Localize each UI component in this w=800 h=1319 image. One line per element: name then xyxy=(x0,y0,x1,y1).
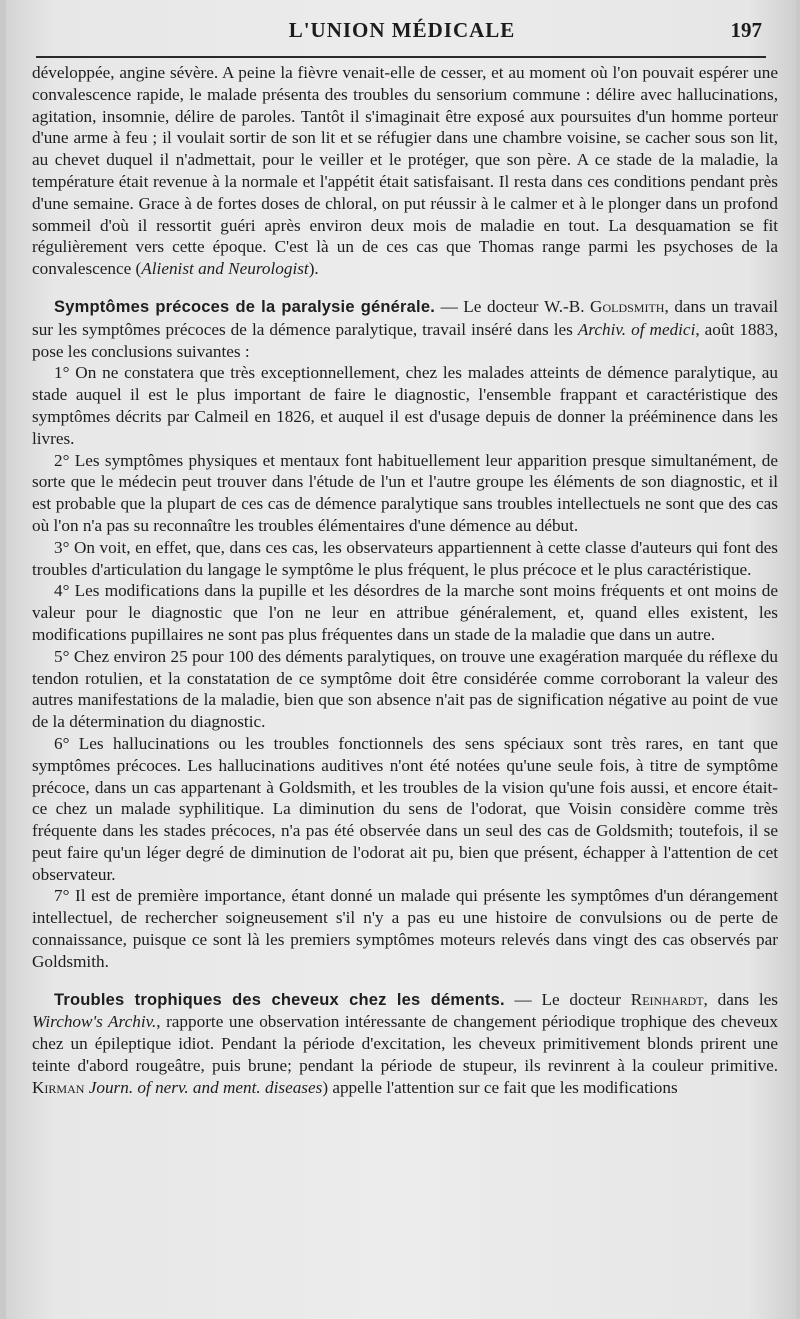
intro-text-a: , dans un travail sur les symptômes précoces de la démence paralytique, travail inséré dans les xyxy=(32,296,779,339)
section-dash: — Le docteur xyxy=(435,296,545,316)
body-text xyxy=(32,62,778,1099)
conclusion-7: 7° Il est de première importance, étant donné un malade qui présente les symptômes d'un dérangement intellectuel, de rechercher soigneusement s'il n'y a pas eu une histoire de convulsions ou de perte de connaissance, puisque ce sont là les premiers symptômes moteurs relevés dans vingt des cas observés par Goldsmith. xyxy=(32,886,778,971)
conclusion-4: 4° Les modifications dans la pupille et les désordres de la marche sont moins fréquents et ont moins de valeur pour le diagnostic que l'on ne leur en attribue généralement, et, quand elles existent, les modifications pupillaires ne sont pas plus fréquentes dans un stade de la maladie que dans un autre. xyxy=(32,581,778,644)
page-number: 197 xyxy=(730,18,762,42)
paragraph-case-report xyxy=(32,62,778,280)
case-report-end: ). xyxy=(308,259,319,279)
section2-text-a: , dans les xyxy=(703,989,778,1009)
header-rule xyxy=(36,56,766,58)
conclusion-6: 6° Les hallucinations ou les troubles fonctionnels des sens spéciaux sont très rares, en tant que symptômes précoces. Les hallucinations auditives n'ont été notées qu'une seule fois, à titre de symptôme précoce, dans un cas appartenant à Goldsmith, et les troubles de la vision qu'une fois aussi, et encore était-ce chez un malade syphilitique. La diminution du sens de l'odorat, que Voisin considère comme très fréquente dans les stades précoces, n'a pas été observée dans un seul des cas de Goldsmith; toutefois, il se peut faire qu'un léger degré de diminution de l'odorat ait pu, bien que présent, échapper à l'attention de cet observateur. xyxy=(32,733,778,884)
intro-text-b: , août 1883, pose les conclusions suivantes : xyxy=(32,319,778,361)
section2-dash: — Le docteur xyxy=(504,989,631,1009)
section-title-paralysie: Symptômes précoces de la paralysie générale. xyxy=(54,297,436,316)
case-report-text: développée, angine sévère. A peine la fièvre venait-elle de cesser, et au moment où l'on pouvait espérer une convalescence rapide, le malade présenta des troubles du sensorium commune : délire avec hallucinations, agitation, insomnie, délire de paroles. Tantôt il s'imaginait être exposé aux poursuites d'un homme porteur d'une arme à feu ; il voulait sortir de son lit et se réfugier dans une chambre voisine, se cacher sous son lit, au chevet duquel il n'admettait, pour le veiller et le protéger, que son père. A ce stade de la maladie, la température était revenue à la normale et l'appétit était satisfaisant. Il resta dans ces conditions pendant près d'une semaine. Grace à de fortes doses de chloral, on put réussir à le calmer et à le plonger dans un profond sommeil d'où il ressortit guéri après environ deux mois de maladie en tout. La desquamation se fit régulièrement vers cette époque. C'est là un de ces cas que Thomas range parmi les psychoses de la convalescence ( xyxy=(32,63,778,279)
section2-text-b: , rapporte une observation intéressante de changement périodique trophique des cheveux chez un épileptique idiot. Pendant la période d'excitation, les cheveux primitivement blonds prirent une teinte d'abord rougeâtre, puis brune; pendant la période de stupeur, ils revinrent à la couleur primitive. xyxy=(32,1012,778,1076)
section2-text-c: ) appelle l'attention sur ce fait que les modifications xyxy=(322,1077,678,1097)
document-page xyxy=(6,0,796,1319)
author-kirman: Kirman xyxy=(32,1077,85,1097)
source-citation: Alienist and Neurologist xyxy=(141,259,309,279)
conclusion-1: 1° On ne constatera que très exceptionnellement, chez les malades atteints de démence paralytique, au stade auquel il est le plus important de faire le diagnostic, l'ensemble frappant et caractéristique des symptômes décrits par Calmeil en 1826, et auquel il est d'usage depuis de donner la prééminence dans les livres. xyxy=(32,363,778,448)
conclusion-5: 5° Chez environ 25 pour 100 des déments paralytiques, on trouve une exagération marquée du réflexe du tendon rotulien, et la constatation de ce symptôme doit être considérée comme corroborant la valeur des autres manifestations de la maladie, bien que son absence n'ait pas de signification négative au point de vue de la détermination du diagnostic. xyxy=(32,646,778,732)
section-title-troubles: Troubles trophiques des cheveux chez les déments. xyxy=(54,990,505,1009)
section-troubles-trophiques xyxy=(32,989,778,1099)
journal-nerv-ment: Journ. of nerv. and ment. diseases xyxy=(88,1077,323,1097)
journal-name: Archiv. of medici xyxy=(577,319,696,339)
journal-wirchow: Wirchow's Archiv. xyxy=(32,1012,157,1032)
running-title: L'UNION MÉDICALE xyxy=(288,18,516,42)
section-paralysie-generale-intro xyxy=(32,296,778,362)
conclusion-2: 2° Les symptômes physiques et mentaux font habituellement leur apparition presque simultanément, de sorte que le médecin peut trouver dans l'étude de l'un et l'autre groupe les éléments de son diagnostic, et il est probable que la plupart de ces cas de démence paralytique sans troubles intellectuels ne sont que des cas où l'on n'a pas su reconnaître les troubles élémentaires d'une démence au début. xyxy=(32,450,778,535)
conclusion-3: 3° On voit, en effet, que, dans ces cas, les observateurs appartiennent à cette classe d'auteurs qui font des troubles d'articulation du langage le symptôme le plus fréquent, le plus précoce et le plus caractéristique. xyxy=(32,537,778,579)
author-name: W.-B. Goldsmith xyxy=(544,296,665,316)
author-reinhardt: Reinhardt xyxy=(630,989,704,1009)
page-header xyxy=(36,14,768,48)
